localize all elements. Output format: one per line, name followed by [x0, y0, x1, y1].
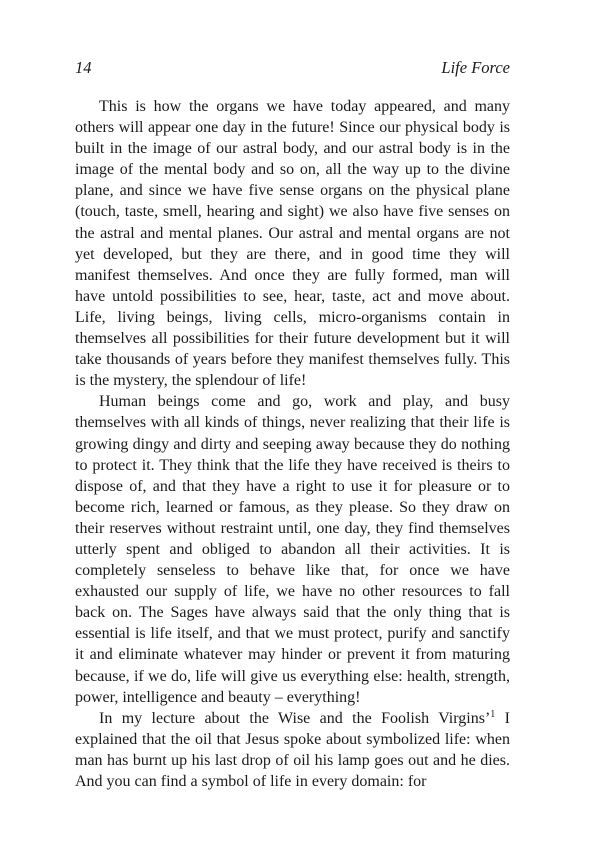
- running-head: [75, 58, 510, 80]
- paragraph-wise-virgins: [75, 708, 510, 792]
- paragraph-text-start: In my lecture about the Wise and the Foolish Virgins’: [99, 709, 491, 727]
- paragraph-organs: This is how the organs we have today appeared, and many others will appear one day in the future! Since our physical body is built in the image of our astral body, and our astral body is in the image of the mental body and so on, all the way up to the divine plane, and since we have five sense organs on the physical plane (touch, taste, smell, hearing and sight) we also have five senses on the astral and mental planes. Our astral and mental organs are not yet developed, but they are there, and in good time they will manifest themselves. And once they are fully formed, man will have untold possibilities to see, hear, taste, act and move about. Life, living beings, living cells, micro-organisms contain in themselves all possibilities for their future development but it will take thousands of years before they manifest themselves fully. This is the mystery, the splendour of life!: [75, 98, 510, 390]
- paragraph-human-beings: Human beings come and go, work and play, and busy themselves with all kinds of things, never realizing that their life is growing dingy and dirty and seeping away because they do nothing to protect it. They think that the life they have received is theirs to dispose of, and that they have a right to use it for pleasure or to become rich, learned or famous, as they please. So they draw on their reserves without restraint until, one day, they find themselves utterly spent and obliged to abandon all their activities. It is completely senseless to behave like that, for once we have exhausted our supply of life, we have no other resources to fall back on. The Sages have always said that the only thing that is essential is life itself, and that we must protect, purify and sanctify it and eliminate whatever may hinder or prevent it from maturing because, if we do, life will give us everything else: health, strength, power, intelligence and beauty – everything!: [75, 393, 510, 706]
- body-text: [75, 96, 510, 792]
- footnote-reference[interactable]: 1: [490, 708, 496, 720]
- paragraph-text-end: I explained that the oil that Jesus spoke about symbolized life: when man has burnt up his last drop of oil his lamp goes out and he dies. And you can find a symbol of life in every domain: for: [75, 709, 510, 790]
- page-number: 14: [75, 58, 92, 77]
- running-title: Life Force: [441, 58, 510, 77]
